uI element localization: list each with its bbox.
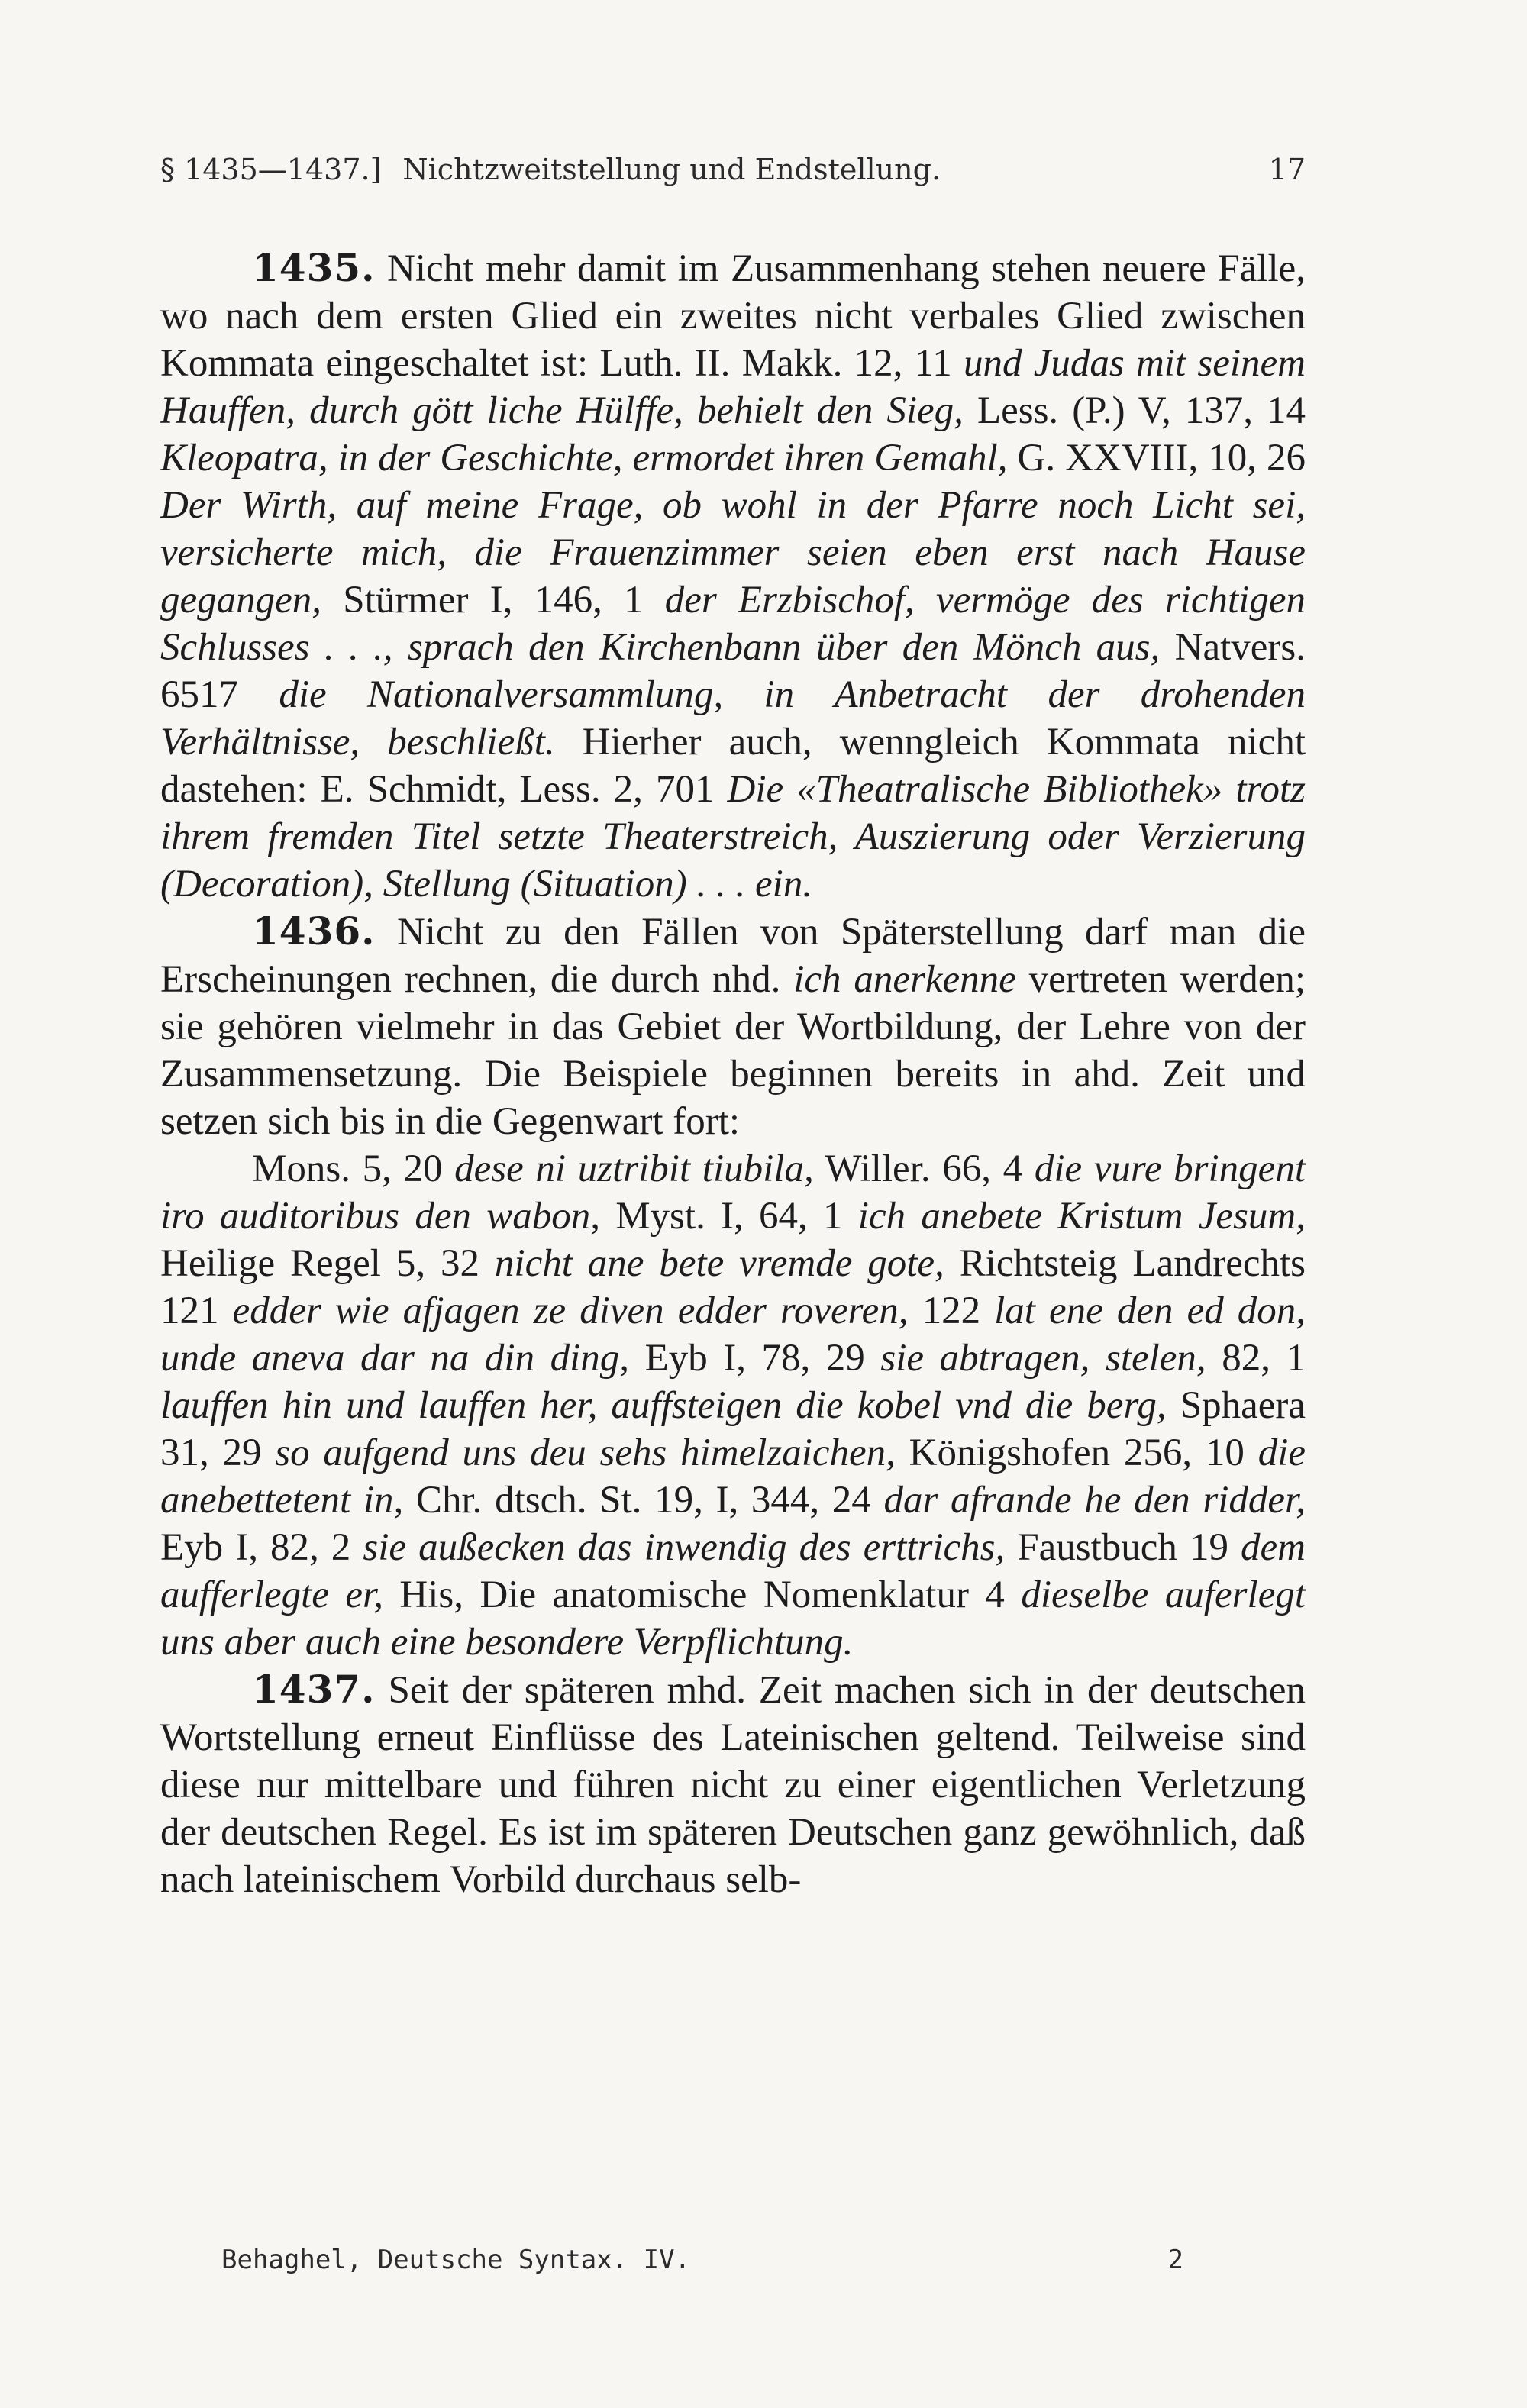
paragraph-1436 xyxy=(160,908,1306,1145)
text-run: Myst. I, 64, 1 xyxy=(599,1195,858,1238)
page-number: 17 xyxy=(1268,153,1306,186)
text-run: Stürmer I, 146, 1 xyxy=(321,579,665,621)
text-run: 122 xyxy=(908,1290,995,1332)
quotation: dese ni uztribit tiubila, xyxy=(454,1148,814,1190)
text-run: Faustbuch 19 xyxy=(1005,1526,1241,1569)
text-run: G. XXVIII, 10, 26 xyxy=(1007,437,1306,479)
text-run: Chr. dtsch. St. 19, I, 344, 24 xyxy=(403,1479,884,1522)
page-footer xyxy=(221,2243,1183,2277)
signature-line: Behaghel, Deutsche Syntax. IV. xyxy=(221,2245,691,2275)
paragraph-number: 1436. xyxy=(252,909,376,954)
text-run: Königshofen 256, 10 xyxy=(895,1432,1258,1474)
text-run: Less. (P.) V, 137, 14 xyxy=(963,389,1306,432)
text-run: Hierher auch, wenngleich Kommata nicht dastehen: E. Schmidt, Less. 2, 701 xyxy=(160,721,1306,811)
quotation: die Nationalversammlung, in Anbetracht der drohenden Verhältnisse, beschließt. xyxy=(160,673,1306,763)
text-run: Nicht mehr damit im Zusammenhang stehen neuere Fälle, wo nach dem ersten Glied ein zweites nicht verbales Glied zwischen Kommata eingeschaltet ist: Luth. II. Makk. 12, 11 xyxy=(160,247,1306,385)
quotation: nicht ane bete vremde gote, xyxy=(494,1242,944,1285)
quotation: Kleopatra, in der Geschichte, ermordet ihren Gemahl, xyxy=(160,437,1008,479)
text-run: Seit der späteren mhd. Zeit machen sich in der deutschen Wortstellung erneut Einflüsse des Lateinischen geltend. Teilweise sind diese nur mittelbare und führen nicht zu einer eigentlichen Verletzung der deutschen Regel. Es ist im späteren Deutschen ganz gewöhnlich, daß nach lateinischem Vorbild durchaus selb- xyxy=(160,1669,1306,1901)
quotation: der Erzbischof, vermöge des richtigen Schlusses . . ., sprach den Kirchenbann über den Mönch aus, xyxy=(160,579,1306,669)
text-run: vertreten werden; sie gehören vielmehr in das Gebiet der Wortbildung, der Lehre von der Zusammensetzung. Die Beispiele beginnen bereits in ahd. Zeit und setzen sich bis in die Gegenwart fort: xyxy=(160,958,1306,1143)
quotation: ich anebete Kristum Jesum, xyxy=(857,1195,1306,1238)
quotation: lat ene den ed don, unde aneva dar na din ding, xyxy=(160,1290,1306,1380)
quotation: dem aufferlegte er, xyxy=(160,1526,1306,1616)
paragraph-1436-examples xyxy=(160,1145,1306,1666)
text-run: Willer. 66, 4 xyxy=(813,1148,1035,1190)
running-header xyxy=(160,151,1306,188)
quotation: dar afrande he den ridder, xyxy=(883,1479,1306,1522)
sheet-number: 2 xyxy=(1167,2245,1183,2275)
quotation: dieselbe auferlegt uns aber auch eine besondere Verpflichtung. xyxy=(160,1574,1306,1664)
paragraph-1437 xyxy=(160,1666,1306,1903)
section-range: § 1435—1437.] xyxy=(160,153,382,186)
quotation: edder wie afjagen ze diven edder roveren, xyxy=(232,1290,909,1332)
text-run: Richtsteig Landrechts 121 xyxy=(160,1242,1306,1332)
text-run: Mons. 5, 20 xyxy=(252,1148,455,1190)
quotation: Der Wirth, auf meine Frage, ob wohl in der Pfarre noch Licht sei, versicherte mich, die Frauenzimmer seien eben erst nach Hause gegangen, xyxy=(160,484,1306,621)
text-run: Heilige Regel 5, 32 xyxy=(160,1242,495,1285)
paragraph-1435 xyxy=(160,244,1306,908)
quotation: lauffen hin und lauffen her, auffsteigen die kobel vnd die berg, xyxy=(160,1384,1167,1427)
quotation: ich anerkenne xyxy=(793,958,1016,1001)
quotation: sie abtragen, stelen, xyxy=(880,1337,1206,1380)
text-run: Eyb I, 78, 29 xyxy=(629,1337,881,1380)
quotation: die anebettetent in, xyxy=(160,1432,1306,1522)
text-run: Sphaera 31, 29 xyxy=(160,1384,1306,1474)
text-run: His, Die anatomische Nomenklatur 4 xyxy=(383,1574,1022,1616)
text-run: Nicht zu den Fällen von Späterstellung darf man die Erscheinungen rechnen, die durch nhd. xyxy=(160,911,1306,1001)
running-title: Nichtzweitstellung und Endstellung. xyxy=(402,153,941,186)
quotation: so aufgend uns deu sehs himelzaichen, xyxy=(275,1432,896,1474)
quotation: die vure bringent iro auditoribus den wabon, xyxy=(160,1148,1306,1238)
paragraph-number: 1435. xyxy=(252,245,376,290)
text-run: Eyb I, 82, 2 xyxy=(160,1526,363,1569)
text-run: 82, 1 xyxy=(1206,1337,1306,1380)
quotation: Die «Theatralische Bibliothek» trotz ihrem fremden Titel setzte Theaterstreich, Auszierung oder Verzierung (Decoration), Stellung (Situation) . . . ein. xyxy=(160,768,1306,905)
text-run: Natvers. 6517 xyxy=(160,626,1306,716)
quotation: sie außecken das inwendig des erttrichs, xyxy=(363,1526,1006,1569)
paragraph-number: 1437. xyxy=(252,1667,376,1712)
quotation: und Judas mit seinem Hauffen, durch gött liche Hülffe, behielt den Sieg, xyxy=(160,342,1306,432)
body-text xyxy=(160,244,1306,1903)
